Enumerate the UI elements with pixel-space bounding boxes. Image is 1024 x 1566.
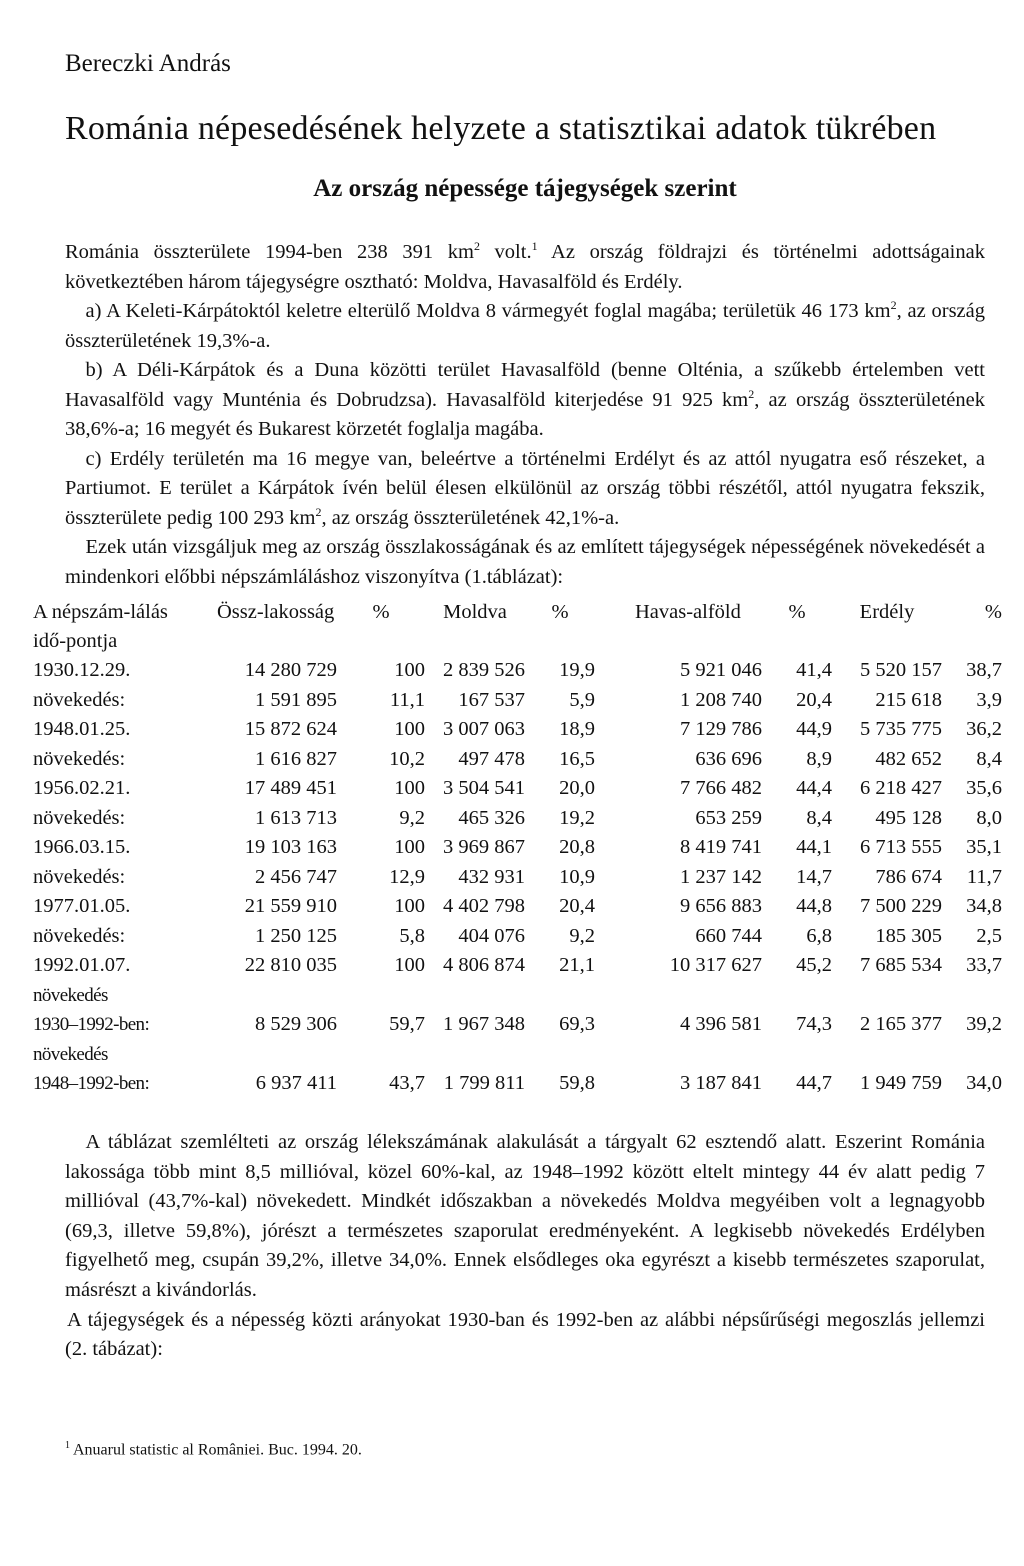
- table-cell: 14,7: [796, 865, 832, 888]
- table-cell: 7 685 534: [860, 954, 942, 976]
- table-cell: 1 949 759: [860, 1072, 942, 1094]
- analysis-text: [65, 1128, 985, 1365]
- table-cell: 495 128: [875, 806, 942, 829]
- table-cell: 167 537: [458, 688, 525, 711]
- table-cell: [525, 1040, 595, 1070]
- table-cell: 59,8: [559, 1072, 595, 1094]
- table-row: [33, 833, 1002, 863]
- footnote-text: Anuarul statistic al României. Buc. 1994. 20.: [73, 1441, 362, 1459]
- table-cell: 3,9: [976, 688, 1002, 711]
- table-cell: 19 103 163: [244, 836, 337, 858]
- table-cell: [203, 1040, 337, 1070]
- table-cell: 1948.01.25.: [33, 718, 131, 740]
- table-cell: 44,4: [796, 777, 832, 799]
- table-cell: 44,9: [796, 718, 832, 740]
- header-cell: %: [788, 601, 806, 623]
- table-cell: 100: [394, 718, 425, 740]
- table-cell: 16,5: [559, 747, 595, 770]
- table-cell: 482 652: [875, 747, 942, 770]
- table-row: [33, 1010, 1002, 1040]
- footnote-ref: 1: [531, 239, 538, 254]
- paragraph-analysis: A táblázat szemlélteti az ország lélekszámának alakulását a tárgyalt 62 esztendő alatt. Eszerint Románia lakossága több mint 8,5 millióval, közel 60%-kal, az 1948–1992 között eltelt mintegy 44 év alatt pedig 7 millióval (43,7%-kal) növekedett. Mindkét időszakban a növekedés Moldva megyéiben volt a legnagyobb (69,3, illetve 59,8%), jórészt a természetes szaporulat eredményeként. A legkisebb növekedés Erdélyben figyelhető meg, csupán 39,2%, illetve 34,0%. Ennek elsődleges oka egyrészt a kisebb természetes szaporulat, másrészt a kivándorlás.: [65, 1131, 985, 1301]
- table-cell: 4 402 798: [443, 895, 525, 917]
- table-cell: [425, 1040, 525, 1070]
- table-cell: 69,3: [559, 1013, 595, 1035]
- table-cell: 432 931: [458, 865, 525, 888]
- table-cell: 44,7: [796, 1072, 832, 1094]
- population-table: [33, 598, 1002, 1099]
- article-title: Románia népesedésének helyzete a statisztikai adatok tükrében: [65, 110, 937, 147]
- table-cell: 11,7: [966, 865, 1002, 888]
- table-row: [33, 951, 1002, 981]
- section-heading: Az ország népessége tájegységek szerint: [313, 175, 737, 202]
- footnote: [65, 1440, 362, 1459]
- table-cell: növekedés: [33, 984, 108, 1006]
- table-cell: 6 713 555: [860, 836, 942, 858]
- table-cell: 20,8: [559, 836, 595, 858]
- table-cell: növekedés:: [33, 806, 126, 829]
- table-row: [33, 892, 1002, 922]
- table-cell: 1977.01.05.: [33, 895, 131, 917]
- table-cell: 2 165 377: [860, 1013, 942, 1035]
- table-cell: 21 559 910: [244, 895, 337, 917]
- table-cell: 1930.12.29.: [33, 659, 131, 681]
- table-cell: 636 696: [695, 747, 762, 770]
- table-cell: 20,4: [796, 688, 832, 711]
- table-cell: 35,6: [966, 777, 1002, 799]
- table-row: [33, 922, 1002, 952]
- table-cell: 653 259: [695, 806, 762, 829]
- table-cell: 15 872 624: [244, 718, 337, 740]
- table-cell: 4 396 581: [680, 1013, 762, 1035]
- table-cell: 11,1: [389, 688, 425, 711]
- table-cell: 6 218 427: [860, 777, 942, 799]
- table-cell: 21,1: [559, 954, 595, 976]
- table-cell: 9 656 883: [680, 895, 762, 917]
- header-cell: Moldva: [443, 601, 507, 623]
- table-header-row: [33, 598, 1002, 656]
- table-cell: 3 504 541: [443, 777, 525, 799]
- table-cell: [525, 981, 595, 1011]
- header-cell: A népszám-lálás idő-pontja: [33, 601, 168, 652]
- table-cell: 1 237 142: [680, 865, 762, 888]
- header-cell: Össz-lakosság: [217, 601, 335, 623]
- table-cell: [595, 981, 762, 1011]
- table-cell: 12,9: [389, 865, 425, 888]
- table-cell: 59,7: [389, 1013, 425, 1035]
- table-cell: 1966.03.15.: [33, 836, 131, 858]
- paragraph-table-intro: Ezek után vizsgáljuk meg az ország összlakosságának és az említett tájegységek népességének növekedését a mindenkori előbbi népszámláláshoz viszonyítva (1.táblázat):: [65, 536, 985, 588]
- header-cell: %: [984, 601, 1002, 623]
- table-cell: 215 618: [875, 688, 942, 711]
- table-cell: 660 744: [695, 924, 762, 947]
- table-cell: 100: [394, 895, 425, 917]
- table-row: [33, 715, 1002, 745]
- table-cell: 1 208 740: [680, 688, 762, 711]
- table-cell: 10,2: [389, 747, 425, 770]
- table-cell: 38,7: [966, 659, 1002, 681]
- table-cell: 7 500 229: [860, 895, 942, 917]
- table-cell: 18,9: [559, 718, 595, 740]
- table-cell: 2 456 747: [255, 865, 337, 888]
- table-cell: 465 326: [458, 806, 525, 829]
- table-cell: 9,2: [569, 924, 595, 947]
- table-cell: 1 613 713: [255, 806, 337, 829]
- table-cell: 45,2: [796, 954, 832, 976]
- table-cell: növekedés:: [33, 924, 126, 947]
- table-cell: 404 076: [458, 924, 525, 947]
- table-cell: 786 674: [875, 865, 942, 888]
- table-cell: 2,5: [976, 924, 1002, 947]
- table-cell: 100: [394, 836, 425, 858]
- footnote-mark: 1: [65, 1440, 70, 1451]
- table-cell: 5 520 157: [860, 659, 942, 681]
- table-cell: 14 280 729: [244, 659, 337, 681]
- table-cell: 6,8: [806, 924, 832, 947]
- table-cell: 44,8: [796, 895, 832, 917]
- table-cell: 10,9: [559, 865, 595, 888]
- intro-text: [65, 238, 985, 592]
- table-cell: 1956.02.21.: [33, 777, 131, 799]
- table-cell: 39,2: [966, 1013, 1002, 1035]
- table-cell: 8,9: [806, 747, 832, 770]
- header-cell: %: [551, 601, 569, 623]
- table-cell: 100: [394, 659, 425, 681]
- table-cell: [832, 1040, 942, 1070]
- table-row: [33, 745, 1002, 775]
- table-cell: 41,4: [796, 659, 832, 681]
- table-cell: 1 799 811: [443, 1072, 525, 1094]
- table-cell: 1992.01.07.: [33, 954, 131, 976]
- table-cell: 35,1: [966, 836, 1002, 858]
- table-cell: 20,4: [559, 895, 595, 917]
- table-cell: 36,2: [966, 718, 1002, 740]
- table-cell: 19,2: [559, 806, 595, 829]
- table-cell: 34,0: [966, 1072, 1002, 1094]
- table-cell: 185 305: [875, 924, 942, 947]
- table-row: [33, 686, 1002, 716]
- paragraph-havasalfold: b) A Déli-Kárpátok és a Duna közötti terület Havasalföld (benne Olténia, a szűkebb értelemben vett Havasalföld vagy Munténia és Dobrudzsa). Havasalföld kiterjedése 91 925 $km^2$, az ország összterületének 38,6%-a; 16 megyét és Bukarest körzetét foglalja magába.: [65, 359, 985, 440]
- table-cell: 8 419 741: [680, 836, 762, 858]
- paragraph-1: Románia összterülete 1994-ben 238 391 $km^2$ volt.$^1$ Az ország földrajzi és történelmi adottságainak következtében három tájegységre osztható: Moldva, Havasalföld és Erdély.: [65, 239, 985, 293]
- table-cell: 44,1: [796, 836, 832, 858]
- table-row: [33, 1040, 1002, 1070]
- table-cell: 3 187 841: [680, 1072, 762, 1094]
- table-cell: 3 007 063: [443, 718, 525, 740]
- table-cell: 5 921 046: [680, 659, 762, 681]
- table-cell: növekedés:: [33, 747, 126, 770]
- table-cell: 9,2: [399, 806, 425, 829]
- paragraph-moldva: a) A Keleti-Kárpátoktól keletre elterülő Moldva 8 vármegyét foglal magába; területük 46 173 $km^2$, az ország összterületének 19,3%-a.: [65, 298, 985, 352]
- table-cell: 5 735 775: [860, 718, 942, 740]
- table-cell: 1 616 827: [255, 747, 337, 770]
- table-row: [33, 804, 1002, 834]
- table-cell: 10 317 627: [669, 954, 762, 976]
- table-cell: 1948–1992-ben:: [33, 1073, 150, 1094]
- table-cell: 34,8: [966, 895, 1002, 917]
- table-cell: [595, 1040, 762, 1070]
- header-cell: %: [372, 601, 390, 623]
- table-cell: 1 250 125: [255, 924, 337, 947]
- table-cell: 6 937 411: [255, 1072, 337, 1094]
- table-cell: [425, 981, 525, 1011]
- table-cell: növekedés: [33, 1043, 108, 1065]
- table-cell: 7 766 482: [680, 777, 762, 799]
- table-cell: 4 806 874: [443, 954, 525, 976]
- table-row: [33, 981, 1002, 1011]
- table-row: [33, 863, 1002, 893]
- table-cell: növekedés:: [33, 865, 126, 888]
- table-cell: 2 839 526: [443, 659, 525, 681]
- table-cell: 1 591 895: [255, 688, 337, 711]
- table-cell: 5,8: [399, 924, 425, 947]
- table-cell: 20,0: [559, 777, 595, 799]
- table-row: [33, 656, 1002, 686]
- table-row: [33, 774, 1002, 804]
- table-cell: 8,4: [806, 806, 832, 829]
- table-cell: 3 969 867: [443, 836, 525, 858]
- table-cell: [942, 1040, 1002, 1070]
- header-cell: Erdély: [859, 601, 915, 623]
- table-cell: 100: [394, 777, 425, 799]
- table-cell: 19,9: [559, 659, 595, 681]
- paragraph-density-intro: A tájegységek és a népesség közti arányokat 1930-ban és 1992-ben az alábbi népsűrűségi megoszlás jellemzi (2. tábázat):: [65, 1308, 985, 1361]
- table-cell: 43,7: [389, 1072, 425, 1094]
- table-cell: 22 810 035: [244, 954, 337, 976]
- table-cell: 8 529 306: [255, 1013, 337, 1035]
- table-cell: [762, 1040, 832, 1070]
- table-cell: [942, 981, 1002, 1011]
- table-cell: növekedés:: [33, 688, 126, 711]
- table-cell: 1930–1992-ben:: [33, 1014, 150, 1035]
- table-cell: [337, 1040, 425, 1070]
- table-cell: [203, 981, 337, 1011]
- table-cell: 17 489 451: [244, 777, 337, 799]
- table-row: [33, 1069, 1002, 1099]
- table-cell: 5,9: [569, 688, 595, 711]
- author: Bereczki András: [65, 50, 231, 77]
- table-cell: 8,4: [976, 747, 1002, 770]
- table-cell: 7 129 786: [680, 718, 762, 740]
- table-cell: [762, 981, 832, 1011]
- table-cell: 33,7: [966, 954, 1002, 976]
- paragraph-erdely: c) Erdély területén ma 16 megye van, beleértve a történelmi Erdélyt és az attól nyugatra eső részeket, a Partiumot. E terület a Kárpátok ívén belül élesen elkülönül az ország többi részétől, attól nyugatra fekszik, összterülete pedig 100 293 $km^2$, az ország összterületének 42,1%-a.: [65, 447, 985, 529]
- table-cell: [337, 981, 425, 1011]
- table-cell: 74,3: [796, 1013, 832, 1035]
- table-cell: 8,0: [976, 806, 1002, 829]
- header-cell: Havas-alföld: [635, 601, 741, 623]
- table-cell: 100: [394, 954, 425, 976]
- table-cell: 1 967 348: [443, 1013, 525, 1035]
- table-cell: 497 478: [458, 747, 525, 770]
- table-cell: [832, 981, 942, 1011]
